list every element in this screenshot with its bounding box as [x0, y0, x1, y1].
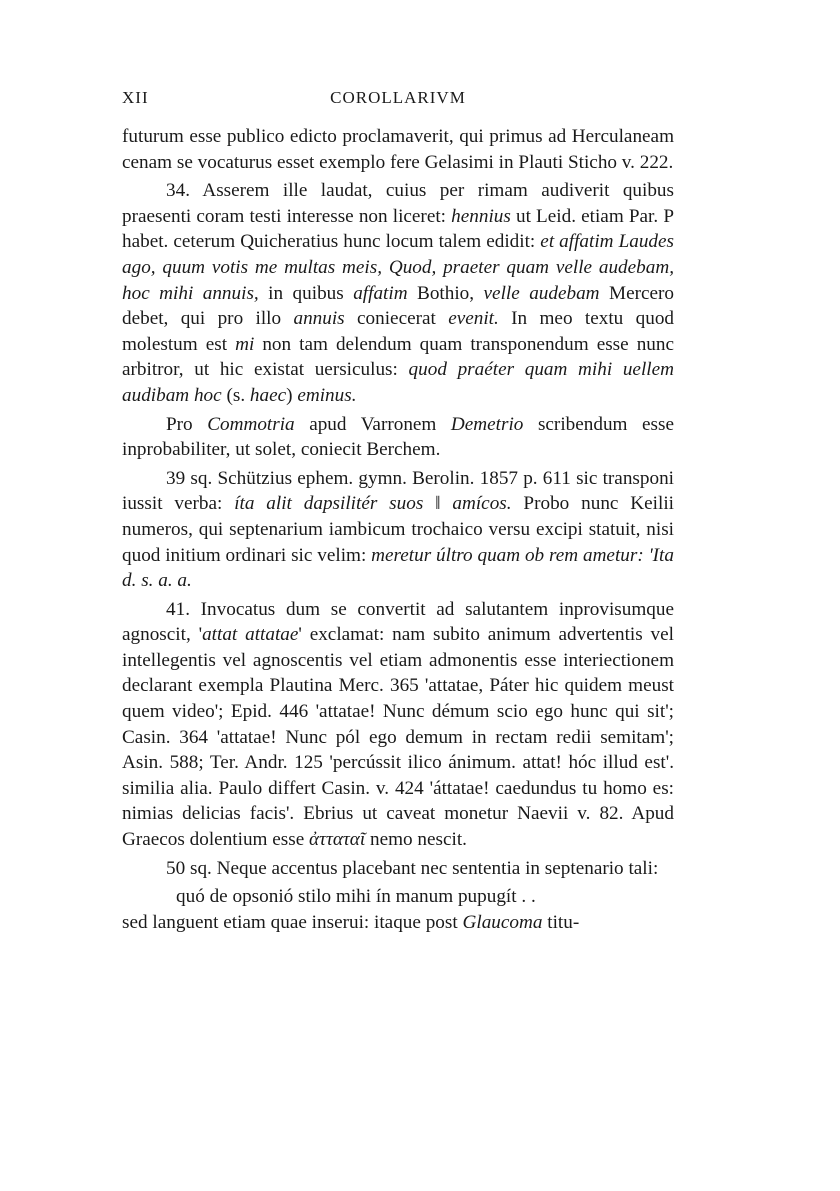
page-header [122, 88, 674, 112]
text-run: sed languent etiam quae inserui: itaque post [122, 911, 463, 933]
italic-run: íta alit dapsilitér suos ‖ amícos. [234, 493, 512, 515]
text-run: ut Leid. etiam Par. P habet. ceterum Quicheratius hunc locum talem edidit: [122, 205, 674, 253]
text-run: 41. Invocatus dum se convertit ad salutantem inprovisumque agnoscit, ' [122, 598, 674, 646]
italic-run: quod praéter quam mihi uellem audibam hoc [122, 359, 674, 406]
verse-line: quó de opsonió stilo mihi ín manum pupugít . . [176, 886, 536, 908]
italic-run: meretur últro quam ob rem ametur: 'Ita d. s. a. a. [122, 544, 674, 592]
italic-run: affatim [353, 282, 408, 304]
text-run: futurum esse publico edicto proclamaverit, qui primus ad Herculaneam cenam se vocaturus esset exemplo fere Gelasimi in Plauti Sticho v. 222. [122, 126, 674, 173]
text-run: Probo nunc Keilii numeros, qui septenarium iambicum trochaico versu excipi statuit, nisi quod initium ordinari sic velim: [122, 493, 674, 566]
paragraph-39 [122, 466, 674, 594]
italic-run: Demetrio [450, 413, 524, 435]
italic-run: haec [249, 384, 287, 406]
text-run: In meo textu quod molestum est [122, 308, 675, 355]
italic-run: Commotria [207, 413, 295, 435]
page-number: XII [122, 88, 149, 107]
italic-run: velle audebam [483, 282, 600, 304]
italic-run: evenit. [448, 308, 499, 330]
running-title: COROLLARIVM [330, 88, 466, 107]
text-run: 39 sq. Schützius ephem. gymn. Berolin. 1857 p. 611 sic transponi iussit verba: [122, 467, 674, 515]
greek-word: ἀτταταῖ [309, 829, 366, 851]
text-run: in quibus [258, 282, 354, 304]
text-run: non tam delendum quam transponendum esse nunc arbitror, ut hic existat uersiculus: [122, 333, 674, 381]
italic-run: et affatim Laudes ago, quum votis me multas meis, Quod, praeter quam velle audebam, hoc mihi annuis, [122, 231, 675, 304]
italic-run: hennius [451, 205, 511, 227]
italic-run: annuis [293, 308, 345, 330]
text-run: scribendum esse inprobabiliter, ut solet, coniecit Berchem. [122, 413, 674, 461]
paragraph-commotria [122, 412, 674, 463]
paragraph-41 [122, 597, 674, 853]
text-run: nemo nescit. [365, 829, 467, 851]
text-run: Bothio, [407, 282, 484, 304]
paragraph-50 [122, 856, 674, 882]
text-run: ' exclamat: nam subito animum advertentis vel intellegentis vel agnoscentis vel etiam admonentis esse interiectionem declarant exempla Plautina Merc. 365 'attatae, Páter hic quidem meust quem video'; Epid. 446 'attatae! Nunc démum scio ego hunc qui sit'; Casin. 364 'attatae! Nunc pól ego demum in rectam redii semitam'; Asin. 588; Ter. Andr. 125 'percússit ilico ánimum. attat! hóc illud est'. similia alia. Paulo differt Casin. v. 424 'áttatae! caedundus tu homo es: nimias delicias facis'. Ebrius ut caveat monetur Naevii v. 82. Apud Graecos dolentium esse [122, 624, 674, 851]
paragraph-continuation [122, 124, 674, 175]
italic-run: mi [235, 333, 255, 355]
text-run: 34. Asserem ille laudat, cuius per rimam audiverit quibus praesenti coram testi interesse non liceret: [122, 180, 674, 227]
italic-run: eminus. [297, 384, 357, 406]
text-run: titu- [542, 911, 580, 933]
page-body [122, 124, 674, 938]
text-run: Pro [166, 413, 208, 435]
italic-run: Glaucoma [462, 911, 543, 933]
text-run: apud Varronem [294, 413, 451, 435]
paragraph-34 [122, 178, 674, 408]
text-run: 50 sq. Neque accentus placebant nec sententia in septenario tali: [166, 857, 659, 879]
text-run: (s. [221, 384, 250, 406]
text-run: ) [286, 384, 298, 406]
paragraph-after-verse [122, 910, 674, 936]
text-run: coniecerat [344, 308, 449, 330]
italic-run: attat attatae [202, 624, 299, 646]
text-run: Mercero debet, qui pro illo [122, 282, 674, 330]
